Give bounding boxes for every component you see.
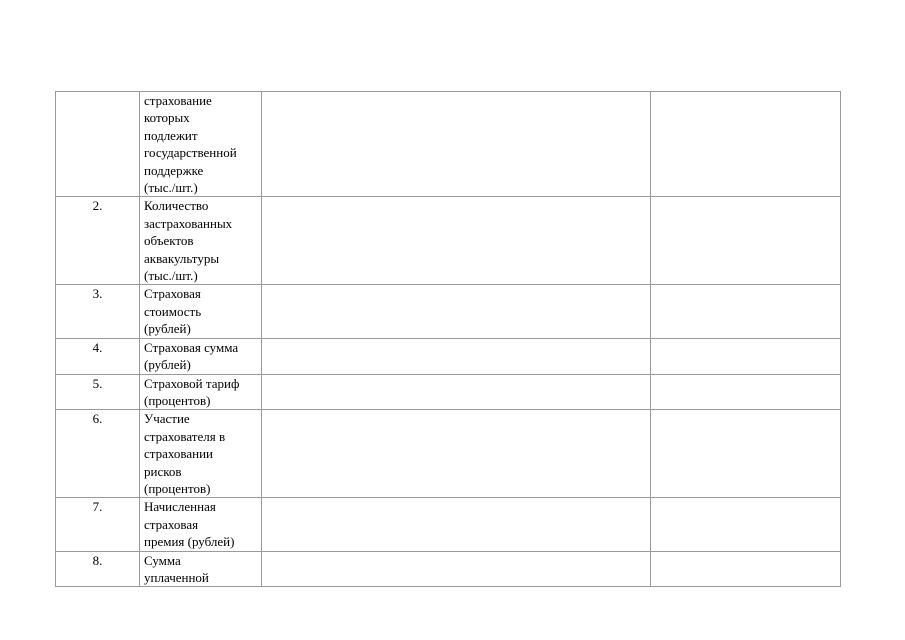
value-cell-empty — [651, 498, 841, 551]
row-name-line: (рублей) — [144, 357, 191, 373]
table-row — [56, 498, 841, 551]
row-name-cell — [140, 197, 262, 285]
row-number-cell — [56, 197, 140, 285]
table-row — [56, 338, 841, 374]
row-name-line: Количество — [144, 198, 209, 214]
row-name-line: Сумма — [144, 552, 181, 568]
row-number: 5. — [92, 375, 103, 391]
value-cell-empty — [262, 410, 651, 498]
document-table — [55, 91, 841, 587]
row-name-line: Участие — [144, 411, 190, 427]
row-number: 4. — [92, 339, 103, 355]
row-name-cell — [140, 92, 262, 197]
row-name-line: (тыс./шт.) — [144, 180, 198, 196]
row-number: 2. — [92, 198, 103, 214]
value-cell-empty — [651, 374, 841, 410]
row-name-line: (процентов) — [144, 392, 211, 408]
value-cell-empty — [262, 92, 651, 197]
table-row — [56, 285, 841, 338]
value-cell-empty — [651, 410, 841, 498]
row-name-line: подлежит — [144, 127, 198, 143]
row-name-line: (рублей) — [144, 321, 191, 337]
row-name-line: рисков — [144, 463, 182, 479]
table-row — [56, 410, 841, 498]
value-cell-empty — [651, 92, 841, 197]
row-number-cell — [56, 374, 140, 410]
table-row — [56, 551, 841, 587]
row-name-line: Страховая сумма — [144, 339, 239, 355]
value-cell-empty — [651, 285, 841, 338]
row-name-cell — [140, 374, 262, 410]
row-name-line: поддержке — [144, 162, 204, 178]
value-cell-empty — [651, 338, 841, 374]
row-name-line: Страховой тариф — [144, 375, 240, 391]
row-number-cell — [56, 92, 140, 197]
row-number-cell — [56, 285, 140, 338]
row-name-line: Начисленная — [144, 499, 216, 515]
row-name-line: государственной — [144, 145, 237, 161]
value-cell-empty — [262, 285, 651, 338]
value-cell-empty — [262, 338, 651, 374]
row-number: 6. — [92, 411, 103, 427]
row-name-line: (процентов) — [144, 480, 211, 496]
row-name-line: стоимость — [144, 303, 202, 319]
row-name-line: которых — [144, 110, 190, 126]
value-cell-empty — [262, 374, 651, 410]
value-cell-empty — [651, 551, 841, 587]
row-name-line: страховая — [144, 516, 199, 532]
row-number-cell — [56, 498, 140, 551]
row-number: 7. — [92, 499, 103, 515]
row-name-line: страхователя в — [144, 428, 226, 444]
row-name-line: аквакультуры — [144, 250, 220, 266]
row-name-line: страхование — [144, 93, 212, 108]
row-number: 8. — [92, 552, 103, 568]
row-name-cell — [140, 338, 262, 374]
row-name-line: объектов — [144, 233, 194, 249]
value-cell-empty — [262, 197, 651, 285]
row-name-line: уплаченной — [144, 569, 209, 585]
table-row — [56, 374, 841, 410]
row-number: 3. — [92, 286, 103, 302]
row-number-cell — [56, 410, 140, 498]
row-name-cell — [140, 498, 262, 551]
row-name-line: застрахованных — [144, 215, 233, 231]
document-table-body — [56, 92, 841, 587]
row-name-cell — [140, 410, 262, 498]
row-number-cell — [56, 551, 140, 587]
row-number-cell — [56, 338, 140, 374]
row-name-line: Страховая — [144, 286, 201, 302]
value-cell-empty — [651, 197, 841, 285]
row-name-cell — [140, 551, 262, 587]
row-name-line: (тыс./шт.) — [144, 268, 198, 284]
table-row — [56, 92, 841, 197]
row-name-line: премия (рублей) — [144, 534, 235, 550]
value-cell-empty — [262, 498, 651, 551]
table-row — [56, 197, 841, 285]
value-cell-empty — [262, 551, 651, 587]
row-name-cell — [140, 285, 262, 338]
row-name-line: страховании — [144, 446, 213, 462]
